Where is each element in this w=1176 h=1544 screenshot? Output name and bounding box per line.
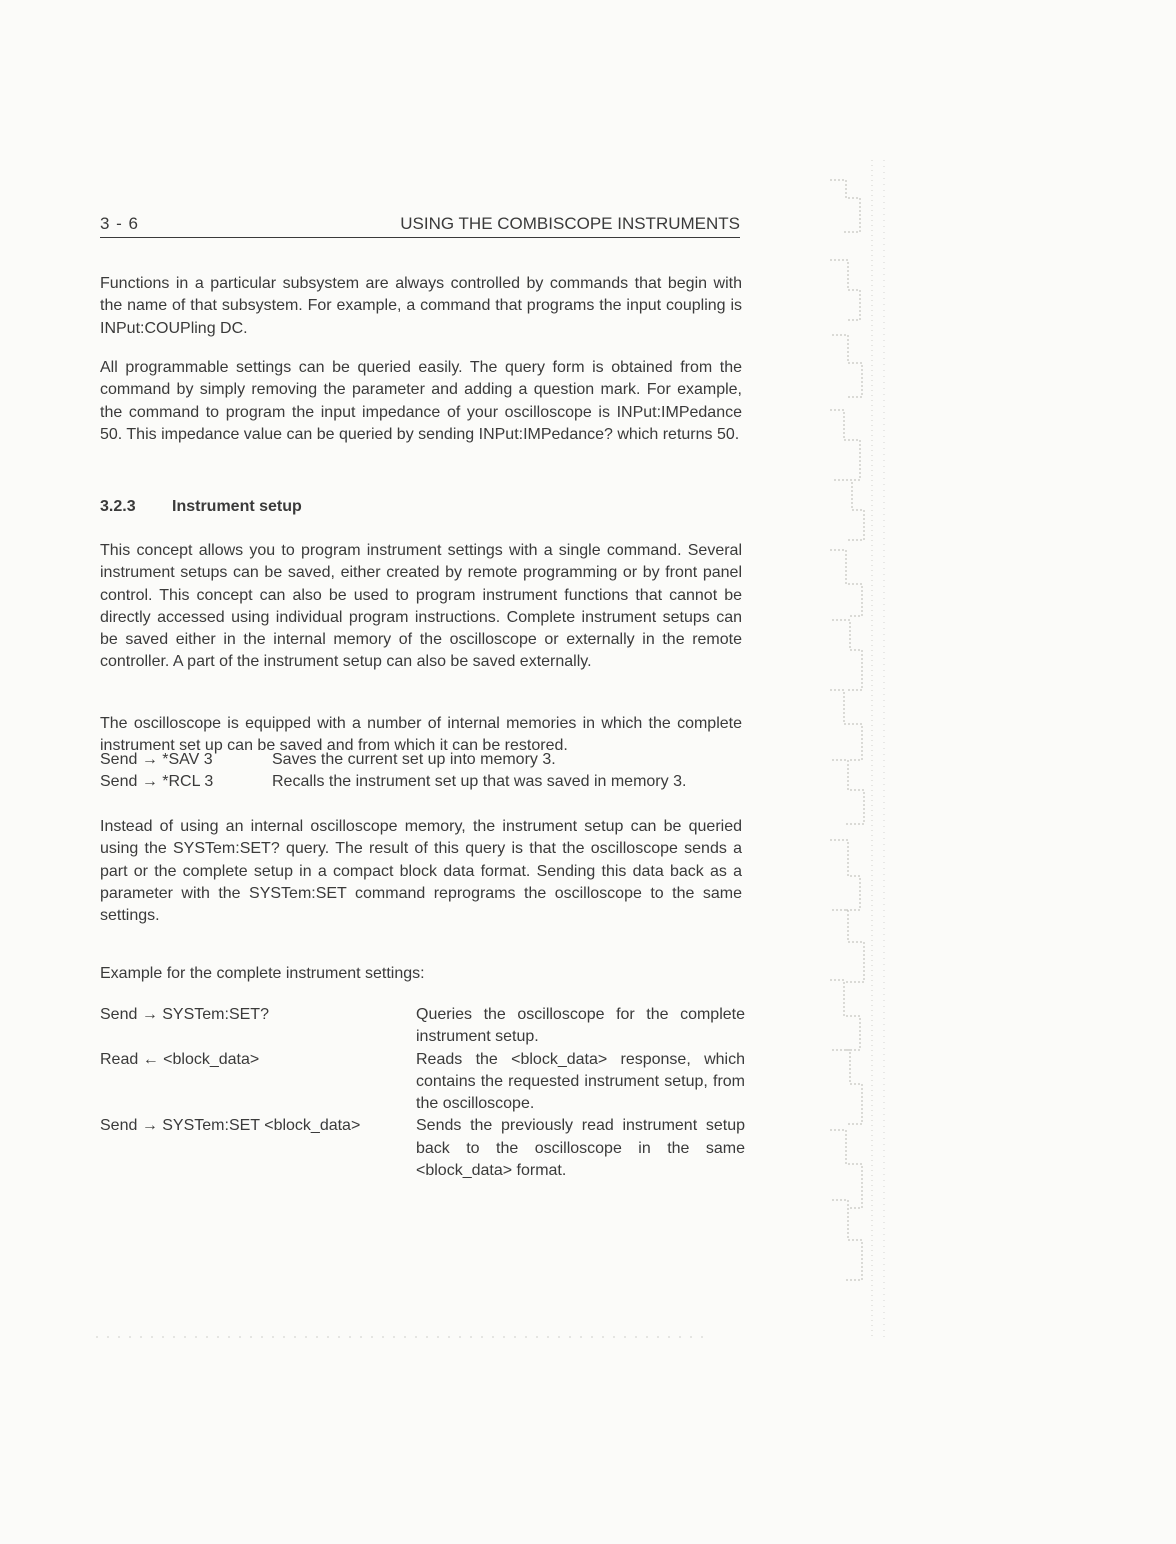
paragraph-example-intro: Example for the complete instrument settings: xyxy=(100,965,425,982)
section-title: Instrument setup xyxy=(172,498,302,515)
command-row xyxy=(100,1049,745,1116)
binder-hole-marks xyxy=(820,150,900,1350)
paragraph-internal-memories: The oscilloscope is equipped with a number of internal memories in which the complete instrument set up can be saved and from which it can be restored. xyxy=(100,715,742,755)
page-number: 3 - 6 xyxy=(100,214,140,233)
section-heading xyxy=(100,498,302,516)
page-header xyxy=(100,214,740,238)
chapter-title: USING THE COMBISCOPE INSTRUMENTS xyxy=(400,214,740,233)
command-description: Queries the oscilloscope for the complete instrument setup. xyxy=(416,1006,745,1046)
command-row xyxy=(100,1004,745,1049)
command-text: Send → SYSTem:SET <block_data> xyxy=(100,1117,361,1135)
setup-command-table xyxy=(100,1004,745,1182)
paragraph-subsystem-commands: Functions in a particular subsystem are always controlled by commands that begin with the name of that subsystem. For example, a command that programs the input coupling is INPut:COUPling DC. xyxy=(100,275,742,337)
command-row xyxy=(100,749,745,771)
command-text: Send → *SAV 3 xyxy=(100,751,213,768)
command-text: Read ← <block_data> xyxy=(100,1050,260,1068)
paragraph-instrument-setup-concept: This concept allows you to program instrument settings with a single command. Several instrument setups can be saved, either created by remote programming or by front panel control. This concept can also be used to program instrument functions that cannot be directly accessed using individual program instructions. Complete instrument setups can be saved either in the internal memory of the oscilloscope or externally in the remote controller. A part of the instrument setup can also be saved externally. xyxy=(100,542,742,671)
memory-command-table xyxy=(100,749,745,794)
command-description: Reads the <block_data> response, which contains the requested instrument setup, from the oscilloscope. xyxy=(416,1050,745,1113)
command-row xyxy=(100,771,745,793)
command-description: Recalls the instrument set up that was saved in memory 3. xyxy=(272,773,687,791)
paragraph-system-set-query: Instead of using an internal oscilloscope memory, the instrument setup can be queried using the SYSTem:SET? query. The result of this query is that the oscilloscope sends a part or the complete setup in a compact block data format. Sending this data back as a parameter with the SYSTem:SET command reprograms the oscilloscope to the same settings. xyxy=(100,818,742,925)
command-description: Sends the previously read instrument setup back to the oscilloscope in the same <block_data> format. xyxy=(416,1117,745,1180)
paragraph-query-form: All programmable settings can be queried easily. The query form is obtained from the command by simply removing the parameter and adding a question mark. For example, the command to program the input impedance of your oscilloscope is INPut:IMPedance 50. This impedance value can be queried by sending INPut:IMPedance? which returns 50. xyxy=(100,359,742,443)
section-number: 3.2.3 xyxy=(100,498,136,515)
command-row xyxy=(100,1115,745,1182)
command-text: Send → SYSTem:SET? xyxy=(100,1006,269,1023)
scan-artifact-line xyxy=(96,1334,706,1340)
command-text: Send → *RCL 3 xyxy=(100,773,214,791)
command-description: Saves the current set up into memory 3. xyxy=(272,751,556,768)
